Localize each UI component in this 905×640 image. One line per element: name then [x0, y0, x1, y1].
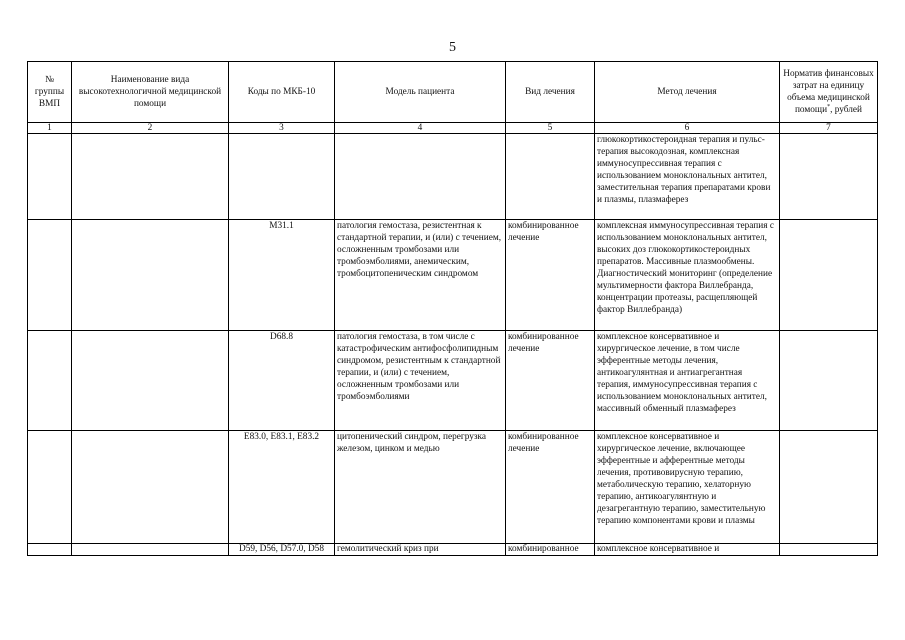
- cell-group: [28, 544, 72, 556]
- cell-method: комплексное консервативное и хирургическое лечение, в том числе эфферентные методы лечения, антикоагулянтная и антиагрегантная терапия, иммуносупрессивная терапия с использованием моноклональных антител, массивный обменный плазмаферез: [595, 331, 780, 431]
- cell-treatment: комбинированное: [506, 544, 595, 556]
- cell-cost: [780, 220, 878, 331]
- cell-model: патология гемостаза, резистентная к стандартной терапии, и (или) с течением, осложненным тромбозами или тромбоэмболиями, анемическим, тромбоцитопеническим синдромом: [335, 220, 506, 331]
- column-number: 7: [780, 123, 878, 134]
- cell-group: [28, 331, 72, 431]
- cell-treatment: [506, 134, 595, 220]
- icd-code: E83.0, E83.1, E83.2: [243, 432, 320, 442]
- cell-cost: [780, 431, 878, 544]
- table-row: [28, 134, 878, 220]
- cell-name: [72, 431, 229, 544]
- cell-group: [28, 220, 72, 331]
- icd-code: M31.1: [269, 221, 294, 231]
- column-number: 1: [28, 123, 72, 134]
- cell-name: [72, 134, 229, 220]
- column-number: 5: [506, 123, 595, 134]
- cell-method: комплексное консервативное и хирургическое лечение, включающее эфферентные и афферентные методы лечения, противовирусную терапию, метаболическую терапию, хелаторную терапию, антикоагулянтную и дезагрегантную терапию, заместительную терапию компонентами крови и плазмы: [595, 431, 780, 544]
- cell-model: патология гемостаза, в том числе с катастрофическим антифосфолипидным синдромом, резистентным к стандартной терапии, и (или) с течением, осложненным тромбозами или тромбоэмболиями: [335, 331, 506, 431]
- header-treatment-type: Вид лечения: [506, 62, 595, 123]
- cell-method: комплексная иммуносупрессивная терапия с использованием моноклональных антител, высоких доз глюкокортикостероидных препаратов. Массивные плазмообмены. Диагностический мониторинг (определение мультимерности фактора Виллебранда, концентрации протеазы, расщепляющей фактор Виллебранда): [595, 220, 780, 331]
- header-treatment-method: Метод лечения: [595, 62, 780, 123]
- table-row: [28, 331, 878, 431]
- cell-treatment: комбинированное лечение: [506, 331, 595, 431]
- cell-treatment: комбинированное лечение: [506, 220, 595, 331]
- header-group-number: № группы ВМП: [28, 62, 72, 123]
- column-number-row: [28, 123, 878, 134]
- table-row: [28, 220, 878, 331]
- table-row: [28, 431, 878, 544]
- cell-codes: [229, 134, 335, 220]
- page-number: 5: [449, 40, 456, 55]
- cell-name: [72, 220, 229, 331]
- cell-model: цитопенический синдром, перегрузка железом, цинком и медью: [335, 431, 506, 544]
- cell-method: глюкокортикостероидная терапия и пульс-терапия высокодозная, комплексная иммуносупрессивная терапия с использованием моноклональных антител, заместительная терапия препаратами крови и плазмы, плазмаферез: [595, 134, 780, 220]
- column-number: 6: [595, 123, 780, 134]
- column-number: 3: [229, 123, 335, 134]
- cell-codes: [229, 544, 335, 556]
- cell-treatment: комбинированное лечение: [506, 431, 595, 544]
- header-cost-standard: [780, 62, 878, 123]
- column-number: 2: [72, 123, 229, 134]
- cell-name: [72, 331, 229, 431]
- header-cost-text: Норматив финансовых затрат на единицу объема медицинской помощи: [783, 69, 874, 115]
- cell-model: гемолитический криз при: [335, 544, 506, 556]
- cell-codes: [229, 431, 335, 544]
- cell-group: [28, 431, 72, 544]
- header-vmp-name: Наименование вида высокотехнологичной медицинской помощи: [72, 62, 229, 123]
- cell-cost: [780, 544, 878, 556]
- column-number: 4: [335, 123, 506, 134]
- header-cost-unit: , рублей: [830, 105, 863, 115]
- table-row: [28, 544, 878, 556]
- icd-code: D68.8: [270, 332, 293, 342]
- footnote-mark: *: [827, 103, 831, 110]
- header-patient-model: Модель пациента: [335, 62, 506, 123]
- cell-cost: [780, 134, 878, 220]
- header-icd-codes: Коды по МКБ-10: [229, 62, 335, 123]
- cell-codes: [229, 331, 335, 431]
- cell-method: комплексное консервативное и: [595, 544, 780, 556]
- cell-model: [335, 134, 506, 220]
- cell-group: [28, 134, 72, 220]
- cell-codes: [229, 220, 335, 331]
- icd-code: D59, D56, D57.0, D58: [239, 544, 324, 554]
- cell-cost: [780, 331, 878, 431]
- cell-name: [72, 544, 229, 556]
- table-header-row: [28, 62, 878, 123]
- vmp-table: [27, 61, 878, 556]
